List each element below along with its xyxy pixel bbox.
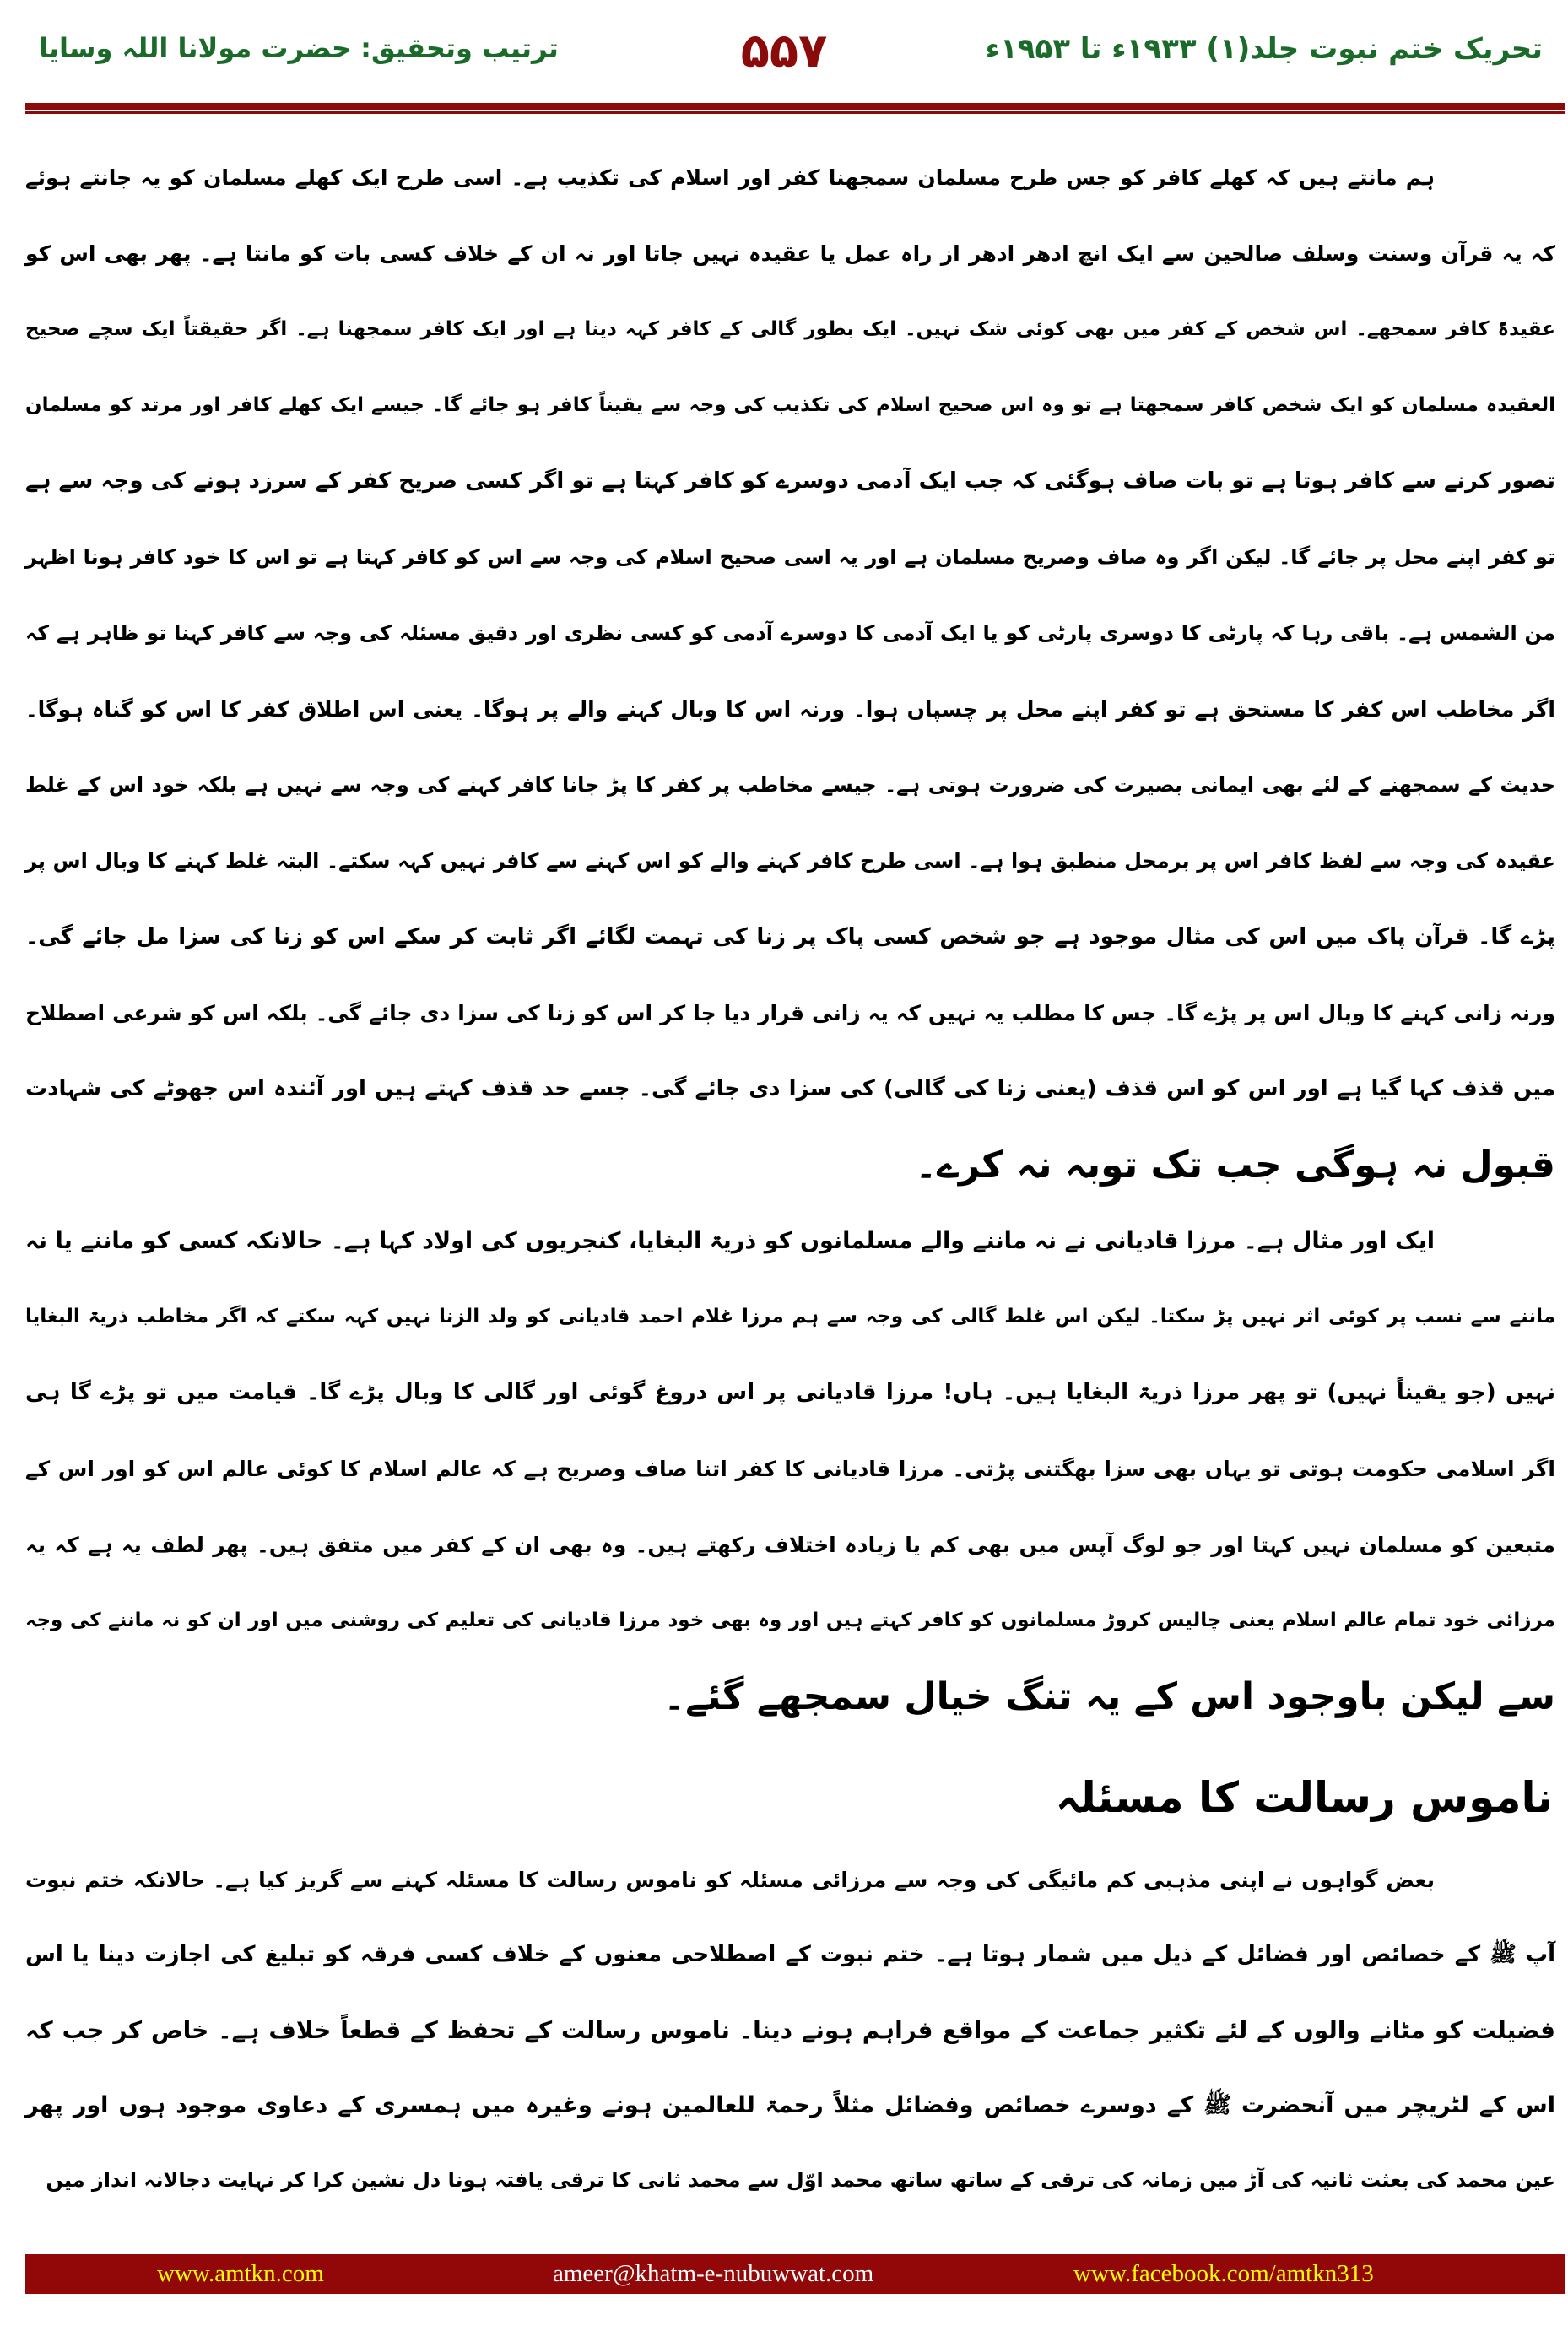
text-line: ماننے سے نسب پر کوئی اثر نہیں پڑ سکتا۔ لیکن اس غلط گالی کی وجہ سے ہم مرزا غلام احمد قادیانی کو ولد الزنا نہیں کہہ سکتے کہ اگر مخاطب ذریۃ البغایا [25,1306,1555,1328]
footer-email-link[interactable]: ameer@khatm-e-nubuwwat.com [553,2260,874,2287]
text-line: ورنہ زانی کہنے کا وبال اس پر پڑے گا۔ جس کا مطلب یہ نہیں کہ یہ زانی قرار دیا جا کر اس کو زنا کی سزا دی جائے گی۔ بلکہ اس کو شرعی اصطلاح [25,1001,1555,1025]
text-line: سے لیکن باوجود اس کے یہ تنگ خیال سمجھے گئے۔ [663,1675,1555,1718]
text-line: عقیدہ کی وجہ سے لفظ کافر اس پر برمحل منطبق ہوا ہے۔ اسی طرح کافر کہنے والے کو اس کہنے سے کافر نہیں کہہ سکتے۔ البتہ غلط کہنے کا وبال اس پر [25,849,1555,873]
text-line: آپ ﷺ کے خصائص اور فضائل کے ذیل میں شمار ہوتا ہے۔ ختم نبوت کے اصطلاحی معنوں کے خلاف کسی فرقہ کو تبلیغ کی اجازت دینا یا اس [25,1942,1555,1967]
section-heading: ناموس رسالت کا مسئلہ [1055,1773,1553,1822]
header-rule-thin [25,111,1565,114]
text-line: ہم مانتے ہیں کہ کھلے کافر کو جس طرح مسلمان سمجھنا کفر اور اسلام کی تکذیب ہے۔ اسی طرح ایک کھلے مسلمان کو یہ جانتے ہوئے [25,165,1435,190]
text-line: ایک اور مثال ہے۔ مرزا قادیانی نے نہ ماننے والے مسلمانوں کو ذریۃ البغایا، کنجریوں کی اولاد کہا ہے۔ حالانکہ کسی کو ماننے یا نہ [25,1228,1435,1254]
text-line: اگر مخاطب اس کفر کا مستحق ہے تو کفر اپنے محل پر چسپاں ہوا۔ ورنہ اس کا وبال کہنے والے پر ہوگا۔ یعنی اس اطلاق کفر کا اس کو گناہ ہوگا۔ [25,697,1555,722]
text-line: اگر اسلامی حکومت ہوتی تو یہاں بھی سزا بھگتنی پڑتی۔ مرزا قادیانی کا کفر اتنا صاف وصریح ہے کہ عالم اسلام کا کوئی عالم اس کو اور اس کے [25,1457,1555,1481]
text-line: میں قذف کہا گیا ہے اور اس کو اس قذف (یعنی زنا کی گالی) کی سزا دی جائے گی۔ جسے حد قذف کہتے ہیں اور آئندہ اس جھوٹے کی شہادت [25,1076,1555,1101]
text-line: تو کفر اپنے محل پر جائے گا۔ لیکن اگر وہ صاف وصریح مسلمان ہے اور یہ اسی صحیح اسلام کی وجہ سے اس کو کافر کہتا ہے تو اس کا خود کافر ہونا اظہر [25,545,1556,569]
text-line: پڑے گا۔ قرآن پاک میں اس کی مثال موجود ہے جو شخص کسی پاک پر زنا کی تہمت لگائے اگر ثابت کر سکے اس کو زنا کی سزا مل جائے گی۔ [25,924,1555,949]
text-line: قبول نہ ہوگی جب تک توبہ نہ کرے۔ [915,1144,1555,1187]
text-line: عقیدۃً کافر سمجھے۔ اس شخص کے کفر میں بھی کوئی شک نہیں۔ ایک بطور گالی کے کافر کہہ دینا ہے اور ایک کافر سمجھنا ہے۔ اگر حقیقتاً ایک سچے صحیح [25,318,1555,340]
footer-website-link[interactable]: www.amtkn.com [157,2260,324,2287]
text-line: نہیں (جو یقیناً نہیں) تو پھر مرزا ذریۃ البغایا ہیں۔ ہاں! مرزا قادیانی پر اس دروغ گوئی اور گالی کا وبال پڑے گا۔ قیامت میں تو پڑے گا ہی [25,1380,1555,1405]
text-line: متبعین کو مسلمان نہیں کہتا اور جو لوگ آپس میں بھی کم یا زیادہ اختلاف رکھتے ہیں۔ وہ بھی ان کے کفر میں متفق ہیں۔ پھر لطف یہ ہے کہ یہ [25,1533,1555,1557]
text-line: تصور کرنے سے کافر ہوتا ہے تو بات صاف ہوگئی کہ جب ایک آدمی دوسرے کو کافر کہتا ہے تو اگر کسی صریح کفر کے سرزد ہونے کی وجہ سے ہے [25,468,1555,494]
text-line: بعض گواہوں نے اپنی مذہبی کم مائیگی کی وجہ سے مرزائی مسئلہ کو ناموس رسالت کا مسئلہ کہنے سے گریز کیا ہے۔ حالانکہ ختم نبوت [25,1868,1435,1892]
page-number: ۵۵۷ [740,24,828,78]
footer-facebook-link[interactable]: www.facebook.com/amtkn313 [1073,2260,1374,2287]
text-line: حدیث کے سمجھنے کے لئے بھی ایمانی بصیرت کی ضرورت ہوتی ہے۔ جیسے مخاطب پر کفر کا پڑ جانا کافر کہنے کی وجہ سے نہیں ہے بلکہ خود اس کے غلط [25,773,1555,797]
book-title: تحریک ختم نبوت جلد(۱) ۱۹۳۳ء تا ۱۹۵۳ء [985,32,1543,66]
header-rule-thick [25,103,1565,110]
text-line: فضیلت کو مٹانے والوں کے لئے تکثیر جماعت کے مواقع فراہم ہونے دینا۔ ناموس رسالت کے تحفظ کے قطعاً خلاف ہے۔ خاص کر جب کہ [25,2016,1555,2044]
text-line: مرزائی خود تمام عالم اسلام یعنی چالیس کروڑ مسلمانوں کو کافر کہتے ہیں اور وہ بھی خود مرزا قادیانی کی تعلیم کی روشنی میں اور ان کو نہ ماننے کی وجہ [25,1609,1555,1631]
text-line: العقیدہ مسلمان کو ایک شخص کافر سمجھتا ہے تو وہ اس صحیح اسلام کی تکذیب کی وجہ سے یقیناً کافر ہو جائے گا۔ جیسے ایک کھلے کافر اور مرتد کو مسلمان [25,394,1555,416]
text-line: عین محمد کی بعثت ثانیہ کی آڑ میں زمانہ کی ترقی کے ساتھ ساتھ محمد اوّل سے محمد ثانی کا ترقی یافتہ ہونا دل نشین کرا کر نہایت دجالانہ انداز میں [46,2168,1555,2192]
text-line: کہ یہ قرآن وسنت وسلف صالحین سے ایک انچ ادھر ادھر از راہ عمل یا عقیدہ نہیں جاتا اور نہ ان کے خلاف کسی بات کو مانتا ہے۔ پھر بھی اس کو [25,241,1555,266]
text-line: اس کے لٹریچر میں آنحضرت ﷺ کے دوسرے خصائص وفضائل مثلاً رحمۃ للعالمین ہونے وغیرہ میں ہمسری کے دعاوی موجود ہوں اور پھر [25,2092,1555,2118]
compiler-credit: ترتیب وتحقیق: حضرت مولانا اللہ وسایا [39,32,559,64]
text-line: من الشمس ہے۔ باقی رہا کہ پارٹی کا دوسری پارٹی کو یا ایک آدمی کا دوسرے آدمی کو کسی نظری اور دقیق مسئلہ کی وجہ سے کافر کہنا تو ظاہر ہے کہ [25,621,1555,645]
